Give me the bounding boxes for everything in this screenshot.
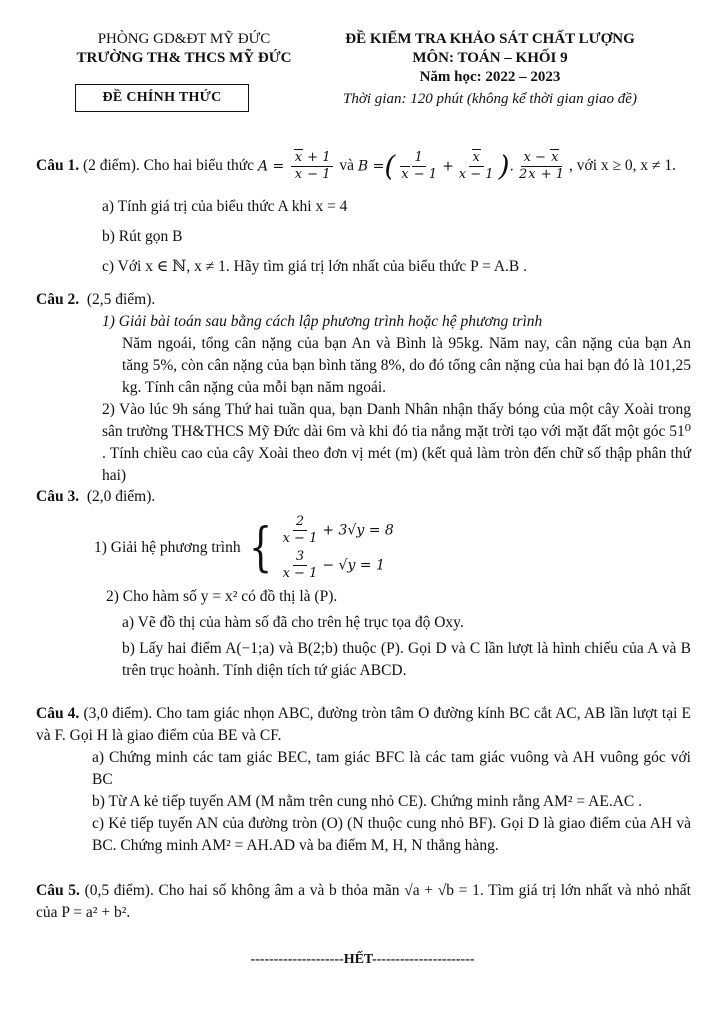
- question-2-heading: [36, 289, 691, 311]
- exam-title: ĐỀ KIỂM TRA KHẢO SÁT CHẤT LƯỢNG: [345, 31, 635, 47]
- question-2-part1-text: Năm ngoái, tổng cân nặng của bạn An và Bình là 95kg. Năm nay, cân nặng của bạn An tăng 5%, còn cân nặng của bạn bình tăng 8%, do đó tổng cân nặng của hai bạn đó là 101,25 kg. Tính cân nặng của mỗi bạn năm ngoái.: [122, 335, 691, 396]
- question-2-part1-title: 1) Giải bài toán sau bằng cách lập phương trình hoặc hệ phương trình: [102, 313, 543, 330]
- and-word: và: [339, 157, 354, 174]
- question-1: [36, 146, 691, 278]
- school-year: Năm học: 2022 – 2023: [419, 69, 561, 85]
- school-name: TRƯỜNG TH& THCS MỸ ĐỨC: [76, 50, 292, 66]
- question-2: [36, 289, 691, 487]
- question-2-label: Câu 2.: [36, 291, 80, 308]
- question-1-label: Câu 1.: [36, 157, 80, 174]
- question-4a: a) Chứng minh các tam giác BEC, tam giác BFC là các tam giác vuông và AH vuông góc với BC: [92, 749, 691, 788]
- question-1a: a) Tính giá trị của biểu thức A khi x = 4: [102, 198, 348, 215]
- equation-2: $\frac{3}{x - 1}$ − √y = 1: [282, 549, 385, 581]
- question-3-part2: 2) Cho hàm số y = x² có đồ thị là (P).: [106, 588, 338, 605]
- exam-header: [304, 30, 676, 109]
- equation-1: $\frac{2}{x - 1}$ + 3√y = 8: [282, 514, 394, 546]
- question-4-label: Câu 4.: [36, 705, 80, 722]
- question-2-part2-text: 2) Vào lúc 9h sáng Thứ hai tuần qua, bạn Danh Nhân nhận thấy bóng của một cây Xoài trong sân trường TH&THCS Mỹ Đức dài 6m và khi đó tia nắng mặt trời tạo với mặt đất một góc 51⁰ . Tính chiều cao của cây Xoài theo đơn vị mét (m) (kết quả làm tròn đến chữ số thập phân thứ hai): [102, 401, 691, 484]
- question-1b: b) Rút gọn B: [102, 228, 183, 245]
- question-4c: c) Kẻ tiếp tuyến AN của đường tròn (O) (N thuộc cung nhỏ BF). Gọi D là giao điểm của AH và BC. Chứng minh AM² = AH.AD và ba điểm M, H, N thẳng hàng.: [92, 815, 691, 854]
- question-3-heading: [36, 486, 691, 508]
- question-2-score: (2,5 điểm).: [86, 291, 156, 308]
- solve-system-text: 1) Giải hệ phương trình: [94, 539, 241, 556]
- question-3-part1: [36, 514, 691, 582]
- question-3-label: Câu 3.: [36, 488, 80, 505]
- question-3-part2a: a) Vẽ đồ thị của hàm số đã cho trên hệ trục tọa độ Oxy.: [122, 614, 464, 631]
- question-1-statement: [36, 146, 691, 186]
- question-4b: b) Từ A kẻ tiếp tuyến AM (M nằm trên cung nhỏ CE). Chứng minh rằng AM² = AE.AC .: [92, 793, 642, 810]
- question-4-intro: Câu 4. (3,0 điểm). Cho tam giác nhọn ABC, đường tròn tâm O đường kính BC cắt AC, AB lần lượt tại E và F. Gọi H là giao điểm của BE và CF.: [36, 705, 691, 744]
- question-5-label: Câu 5.: [36, 882, 80, 899]
- question-5-text: (0,5 điểm). Cho hai số không âm a và b thỏa mãn √a + √b = 1. Tìm giá trị lớn nhất và nhỏ nhất của P = a² + b².: [36, 882, 691, 921]
- expression-b: B =( $\frac{1}{x - 1}$ + $\frac{x}{x - 1}$ ). $\frac{x - x}{2x + 1}$: [357, 149, 565, 182]
- school-header: [48, 30, 320, 68]
- question-1-intro: (2 điểm). Cho hai biểu thức: [82, 157, 255, 174]
- question-3-score: (2,0 điểm).: [86, 488, 156, 505]
- official-exam-stamp: ĐỀ CHÍNH THỨC: [75, 84, 249, 112]
- exam-subject: MÔN: TOÁN – KHỐI 9: [412, 50, 568, 66]
- question-3-part2b: b) Lấy hai điểm A(−1;a) và B(2;b) thuộc (P). Gọi D và C lần lượt là hình chiếu của A và B trên trục hoành. Tính diện tích tứ giác ABCD.: [122, 640, 691, 679]
- equation-system: { $\frac{2}{x - 1}$ + 3√y = 8 $\frac{3}{x - 1}$ − √y = 1: [249, 514, 394, 581]
- end-marker: --------------------HẾT----------------------: [250, 952, 475, 967]
- question-5: [36, 880, 691, 924]
- exam-duration: Thời gian: 120 phút (không kể thời gian giao đề): [343, 91, 637, 107]
- department-name: PHÒNG GD&ĐT MỸ ĐỨC: [97, 31, 271, 47]
- question-4: [36, 703, 691, 857]
- question-3: [36, 486, 691, 682]
- domain-condition: , với x ≥ 0, x ≠ 1.: [569, 157, 677, 174]
- question-1c: c) Với x ∈ ℕ, x ≠ 1. Hãy tìm giá trị lớn nhất của biểu thức P = A.B .: [102, 258, 527, 275]
- expression-a: A = $\frac{x + 1}{x - 1}$: [258, 150, 336, 183]
